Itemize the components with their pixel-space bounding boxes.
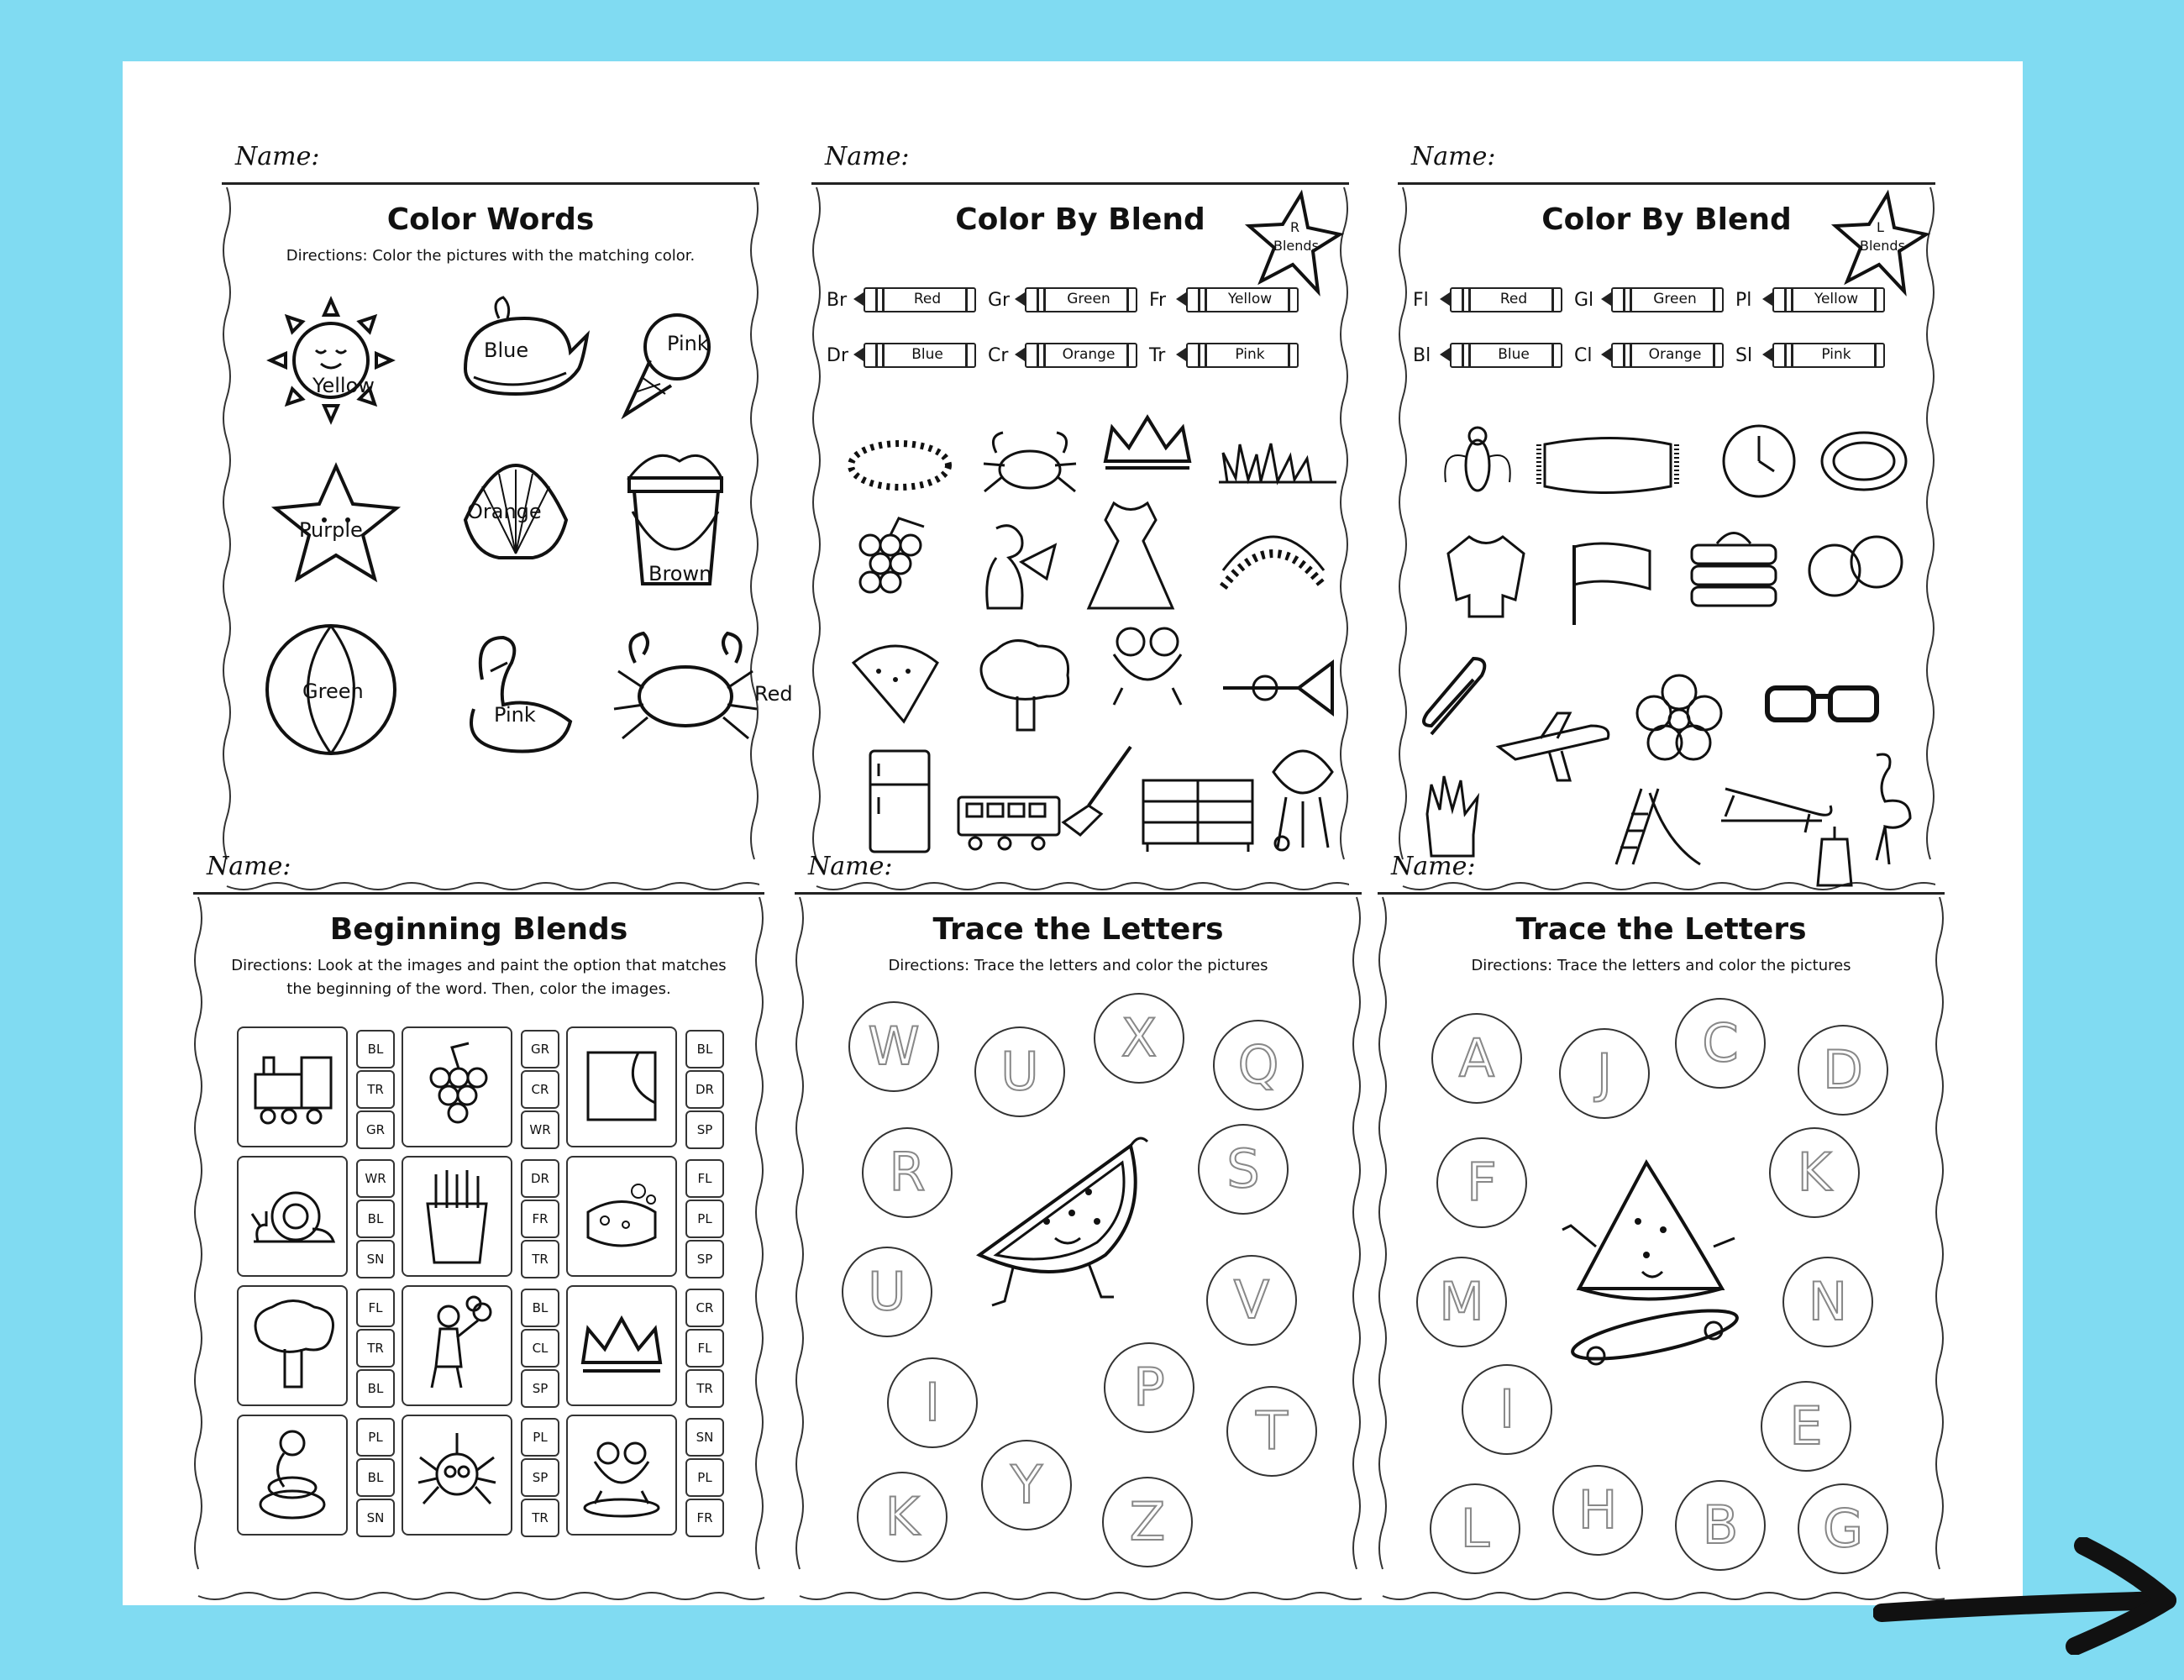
crayon-color-label: Red bbox=[913, 291, 942, 307]
bridge-icon bbox=[1215, 520, 1332, 604]
worksheet-frame bbox=[193, 894, 764, 1603]
train-icon bbox=[247, 1045, 338, 1129]
crayon-color-label: Blue bbox=[911, 346, 943, 363]
crayon-icon bbox=[1186, 287, 1299, 312]
canvas bbox=[123, 61, 2023, 1605]
crayon-icon bbox=[1611, 343, 1724, 368]
name-label: Name: bbox=[1391, 852, 1476, 881]
blend-option[interactable]: BL bbox=[685, 1030, 724, 1068]
blend-code: Dr bbox=[827, 344, 848, 366]
trace-letter-circle[interactable]: J bbox=[1559, 1028, 1650, 1119]
trace-letter-circle[interactable]: S bbox=[1198, 1124, 1289, 1215]
grill-icon bbox=[1265, 738, 1341, 856]
trace-letter-circle[interactable]: L bbox=[1430, 1483, 1520, 1574]
blend-key-row bbox=[827, 339, 1310, 372]
worksheet-r-blends bbox=[811, 137, 1349, 893]
blanket-icon bbox=[1532, 428, 1683, 503]
crayon-icon bbox=[1186, 343, 1299, 368]
flamingo-float-icon bbox=[449, 629, 583, 755]
worksheet-frame bbox=[811, 184, 1349, 893]
picture-cell-clown bbox=[402, 1285, 512, 1406]
color-label: Brown bbox=[648, 562, 712, 585]
crayon-icon bbox=[1025, 343, 1137, 368]
crayon-color-label: Blue bbox=[1498, 346, 1530, 363]
worksheet-directions: Directions: Trace the letters and color the pictures bbox=[1471, 957, 1851, 974]
blend-option[interactable]: FL bbox=[685, 1329, 724, 1368]
crayon-icon bbox=[1025, 287, 1137, 312]
blend-option[interactable]: PL bbox=[356, 1418, 395, 1457]
fridge-icon bbox=[862, 747, 937, 856]
grapes-icon bbox=[415, 1040, 499, 1132]
worksheet-directions: Directions: Color the pictures with the matching color. bbox=[286, 247, 696, 265]
blanket-icon bbox=[580, 1040, 664, 1132]
trace-letter-circle[interactable]: F bbox=[1436, 1137, 1527, 1228]
ice-cream-icon bbox=[617, 310, 717, 419]
worksheet-beginning-blends bbox=[193, 847, 764, 1603]
sponge-icon bbox=[580, 1174, 664, 1258]
crayon-color-label: Red bbox=[1499, 291, 1528, 307]
crayon-color-label: Pink bbox=[1821, 346, 1851, 363]
watermelon-character-icon bbox=[963, 1129, 1164, 1331]
trace-letter-circle[interactable]: W bbox=[848, 1001, 939, 1092]
trace-letter-circle[interactable]: G bbox=[1798, 1483, 1888, 1574]
blend-option[interactable]: WR bbox=[356, 1159, 395, 1198]
crayon-color-label: Orange bbox=[1062, 346, 1116, 363]
blend-option[interactable]: FR bbox=[521, 1200, 559, 1238]
trace-letter-circle[interactable]: T bbox=[1226, 1386, 1317, 1477]
badge-letter: L bbox=[1877, 219, 1884, 235]
blend-option[interactable]: BL bbox=[521, 1289, 559, 1327]
snail-icon bbox=[245, 1174, 339, 1258]
blend-key-row bbox=[827, 283, 1310, 317]
trace-letter-circle[interactable]: C bbox=[1675, 998, 1766, 1089]
blend-key-row bbox=[1413, 283, 1897, 317]
trace-letter-circle[interactable]: P bbox=[1104, 1342, 1194, 1433]
trace-letter-circle[interactable]: U bbox=[842, 1247, 932, 1337]
dresser-icon bbox=[1139, 772, 1257, 856]
picture-cell-blanket bbox=[566, 1026, 677, 1147]
picture-cell-spider bbox=[402, 1415, 512, 1536]
blend-option[interactable]: DR bbox=[521, 1159, 559, 1198]
blend-code: Tr bbox=[1149, 344, 1166, 366]
frog-icon bbox=[1097, 621, 1198, 713]
snake-icon bbox=[250, 1425, 334, 1525]
worksheet-trace-letters-2 bbox=[1378, 847, 1945, 1603]
trace-letter-circle[interactable]: N bbox=[1782, 1257, 1873, 1347]
blend-option[interactable]: CR bbox=[685, 1289, 724, 1327]
sun-icon bbox=[264, 293, 398, 428]
blend-option[interactable]: BL bbox=[356, 1030, 395, 1068]
blend-code: Gl bbox=[1574, 289, 1594, 311]
spider-icon bbox=[412, 1428, 502, 1522]
blend-option[interactable]: PL bbox=[685, 1200, 724, 1238]
blend-option[interactable]: BL bbox=[356, 1458, 395, 1497]
trace-letter-circle[interactable]: X bbox=[1094, 993, 1184, 1084]
blend-option[interactable]: WR bbox=[521, 1110, 559, 1149]
worksheet-frame bbox=[1398, 184, 1935, 893]
crayon-icon bbox=[1450, 287, 1562, 312]
color-label: Pink bbox=[667, 332, 709, 355]
trace-letter-circle[interactable]: Y bbox=[981, 1440, 1072, 1530]
blend-code: Fl bbox=[1413, 289, 1429, 311]
blend-option[interactable]: SP bbox=[521, 1369, 559, 1408]
color-label: Red bbox=[754, 682, 793, 706]
blouse-icon bbox=[1440, 528, 1532, 621]
flag-icon bbox=[1566, 537, 1658, 629]
crayon-color-label: Orange bbox=[1648, 346, 1702, 363]
blend-option[interactable]: GR bbox=[356, 1110, 395, 1149]
crayon-color-label: Yellow bbox=[1814, 291, 1859, 307]
fries-icon bbox=[415, 1166, 499, 1267]
crayon-icon bbox=[864, 343, 976, 368]
blend-code: Fr bbox=[1149, 289, 1167, 311]
blend-option[interactable]: CL bbox=[521, 1329, 559, 1368]
blend-code: Cl bbox=[1574, 344, 1593, 366]
color-label: Purple bbox=[299, 518, 363, 542]
blend-option[interactable]: TR bbox=[521, 1499, 559, 1537]
grapes-icon bbox=[845, 512, 937, 612]
watermelon-skater-icon bbox=[1546, 1146, 1747, 1373]
worksheet-title: Beginning Blends bbox=[329, 912, 628, 947]
name-label: Name: bbox=[235, 142, 320, 171]
blend-option[interactable]: BL bbox=[356, 1369, 395, 1408]
blend-option[interactable]: TR bbox=[356, 1070, 395, 1109]
train-icon bbox=[954, 789, 1063, 856]
picture-cell-frog bbox=[566, 1415, 677, 1536]
blend-option[interactable]: TR bbox=[356, 1329, 395, 1368]
arrow-right-icon[interactable] bbox=[1873, 1537, 2184, 1655]
trace-letter-circle[interactable]: I bbox=[1462, 1364, 1552, 1455]
blend-option[interactable]: SN bbox=[685, 1418, 724, 1457]
worksheet-frame bbox=[795, 894, 1362, 1603]
color-label: Orange bbox=[467, 500, 542, 523]
trace-letter-circle[interactable]: K bbox=[857, 1472, 948, 1562]
name-label: Name: bbox=[207, 852, 291, 881]
trace-letter-circle[interactable]: R bbox=[862, 1127, 953, 1218]
name-label: Name: bbox=[808, 852, 893, 881]
color-label: Pink bbox=[494, 703, 536, 727]
worksheet-l-blends bbox=[1398, 137, 1935, 893]
blend-option[interactable]: SN bbox=[356, 1499, 395, 1537]
blend-option[interactable]: TR bbox=[685, 1369, 724, 1408]
fly-icon bbox=[1440, 419, 1515, 503]
blend-code: Gr bbox=[988, 289, 1011, 311]
worksheet-title: Color By Blend bbox=[955, 202, 1205, 237]
name-label: Name: bbox=[825, 142, 910, 171]
worksheet-trace-letters-1 bbox=[795, 847, 1362, 1603]
blend-option[interactable]: FL bbox=[685, 1159, 724, 1198]
trace-letter-circle[interactable]: B bbox=[1675, 1480, 1766, 1571]
blend-option[interactable]: SN bbox=[356, 1240, 395, 1278]
slippers-icon bbox=[1801, 528, 1910, 604]
worksheet-directions: Directions: Trace the letters and color the pictures bbox=[888, 957, 1268, 974]
frog-icon bbox=[576, 1428, 667, 1522]
picture-cell-snake bbox=[237, 1415, 348, 1536]
picture-cell-tree bbox=[237, 1285, 348, 1406]
blocks-icon bbox=[1683, 520, 1784, 612]
crayon-icon bbox=[1772, 343, 1885, 368]
watermelon-slice-icon bbox=[845, 638, 946, 730]
crayon-icon bbox=[1611, 287, 1724, 312]
blend-option[interactable]: DR bbox=[685, 1070, 724, 1109]
picture-cell-train bbox=[237, 1026, 348, 1147]
worksheet-frame bbox=[1378, 894, 1945, 1603]
blend-option[interactable]: FL bbox=[356, 1289, 395, 1327]
bracelet-icon bbox=[845, 436, 954, 495]
worksheet-title: Color Words bbox=[386, 202, 595, 237]
worksheet-title: Trace the Letters bbox=[1515, 912, 1807, 947]
worksheet-title: Color By Blend bbox=[1541, 202, 1792, 237]
crown-icon bbox=[1097, 411, 1198, 478]
crayon-color-label: Green bbox=[1067, 291, 1110, 307]
clock-icon bbox=[1717, 419, 1801, 503]
badge-text: Blends bbox=[1860, 238, 1905, 254]
badge-text: Blends bbox=[1273, 238, 1319, 254]
trace-letter-circle[interactable]: U bbox=[974, 1026, 1065, 1117]
picture-cell-crown bbox=[566, 1285, 677, 1406]
plane-icon bbox=[1490, 705, 1616, 789]
dress-icon bbox=[1080, 495, 1181, 621]
name-line bbox=[811, 137, 1349, 185]
crayon-icon bbox=[1772, 287, 1885, 312]
glasses-icon bbox=[1759, 680, 1885, 730]
badge-letter: R bbox=[1290, 219, 1300, 235]
color-label: Blue bbox=[484, 339, 529, 362]
crayon-color-label: Pink bbox=[1235, 346, 1265, 363]
plate-icon bbox=[1818, 428, 1910, 495]
color-label: Green bbox=[302, 680, 364, 703]
blend-option[interactable]: BL bbox=[356, 1200, 395, 1238]
blend-option[interactable]: TR bbox=[521, 1240, 559, 1278]
blend-code: Bl bbox=[1413, 344, 1431, 366]
blend-option[interactable]: SP bbox=[521, 1458, 559, 1497]
blend-code: Sl bbox=[1735, 344, 1753, 366]
trace-letter-circle[interactable]: A bbox=[1431, 1013, 1522, 1104]
name-line bbox=[1398, 137, 1935, 185]
crab-icon bbox=[610, 629, 761, 747]
color-label: Yellow bbox=[312, 374, 375, 397]
blend-option[interactable]: GR bbox=[521, 1030, 559, 1068]
crab-icon bbox=[979, 428, 1080, 503]
blend-option[interactable]: CR bbox=[521, 1070, 559, 1109]
picture-cell-snail bbox=[237, 1156, 348, 1277]
flower-icon bbox=[1633, 671, 1725, 764]
clip-icon bbox=[1415, 654, 1499, 747]
trace-letter-circle[interactable]: I bbox=[887, 1357, 978, 1448]
name-line bbox=[1378, 847, 1945, 895]
worksheet-title: Trace the Letters bbox=[932, 912, 1224, 947]
picture-cell-fries bbox=[402, 1156, 512, 1277]
blend-option[interactable]: PL bbox=[685, 1458, 724, 1497]
crayon-icon bbox=[1450, 343, 1562, 368]
name-line bbox=[222, 137, 759, 185]
blend-option[interactable]: PL bbox=[521, 1418, 559, 1457]
trace-letter-circle[interactable]: Q bbox=[1213, 1020, 1304, 1110]
trace-letter-circle[interactable]: Z bbox=[1102, 1477, 1193, 1567]
picture-cell-sponge bbox=[566, 1156, 677, 1277]
clown-icon bbox=[415, 1295, 499, 1396]
blend-code: Cr bbox=[988, 344, 1009, 366]
trumpet-icon bbox=[1215, 654, 1341, 722]
tree-icon bbox=[971, 638, 1080, 738]
blend-code: Pl bbox=[1735, 289, 1752, 311]
blend-option[interactable]: SP bbox=[685, 1240, 724, 1278]
worksheet-directions: Directions: Look at the images and paint the option that matches the beginning of the word. Then, color the images. bbox=[231, 957, 727, 998]
grass-icon bbox=[1215, 436, 1341, 486]
trace-letter-circle[interactable]: E bbox=[1761, 1381, 1851, 1472]
crayon-color-label: Green bbox=[1653, 291, 1697, 307]
picture-cell-grapes bbox=[402, 1026, 512, 1147]
trace-letter-circle[interactable]: K bbox=[1769, 1127, 1860, 1218]
name-line bbox=[795, 847, 1362, 895]
trace-letter-circle[interactable]: H bbox=[1552, 1465, 1643, 1556]
name-line bbox=[193, 847, 764, 895]
worksheet-frame bbox=[222, 184, 793, 893]
blend-option[interactable]: SP bbox=[685, 1110, 724, 1149]
trace-letter-circle[interactable]: M bbox=[1416, 1257, 1507, 1347]
name-label: Name: bbox=[1411, 142, 1496, 171]
blend-code: Br bbox=[827, 289, 848, 311]
trace-letter-circle[interactable]: D bbox=[1798, 1025, 1888, 1116]
blend-key-row bbox=[1413, 339, 1897, 372]
dragon-icon bbox=[954, 512, 1063, 621]
crayon-color-label: Yellow bbox=[1227, 291, 1273, 307]
worksheet-color-words bbox=[222, 137, 793, 893]
tree-icon bbox=[247, 1299, 338, 1393]
trace-letter-circle[interactable]: V bbox=[1206, 1255, 1297, 1346]
broom-icon bbox=[1055, 738, 1139, 839]
blend-option[interactable]: FR bbox=[685, 1499, 724, 1537]
crown-icon bbox=[575, 1312, 669, 1379]
crayon-icon bbox=[864, 287, 976, 312]
